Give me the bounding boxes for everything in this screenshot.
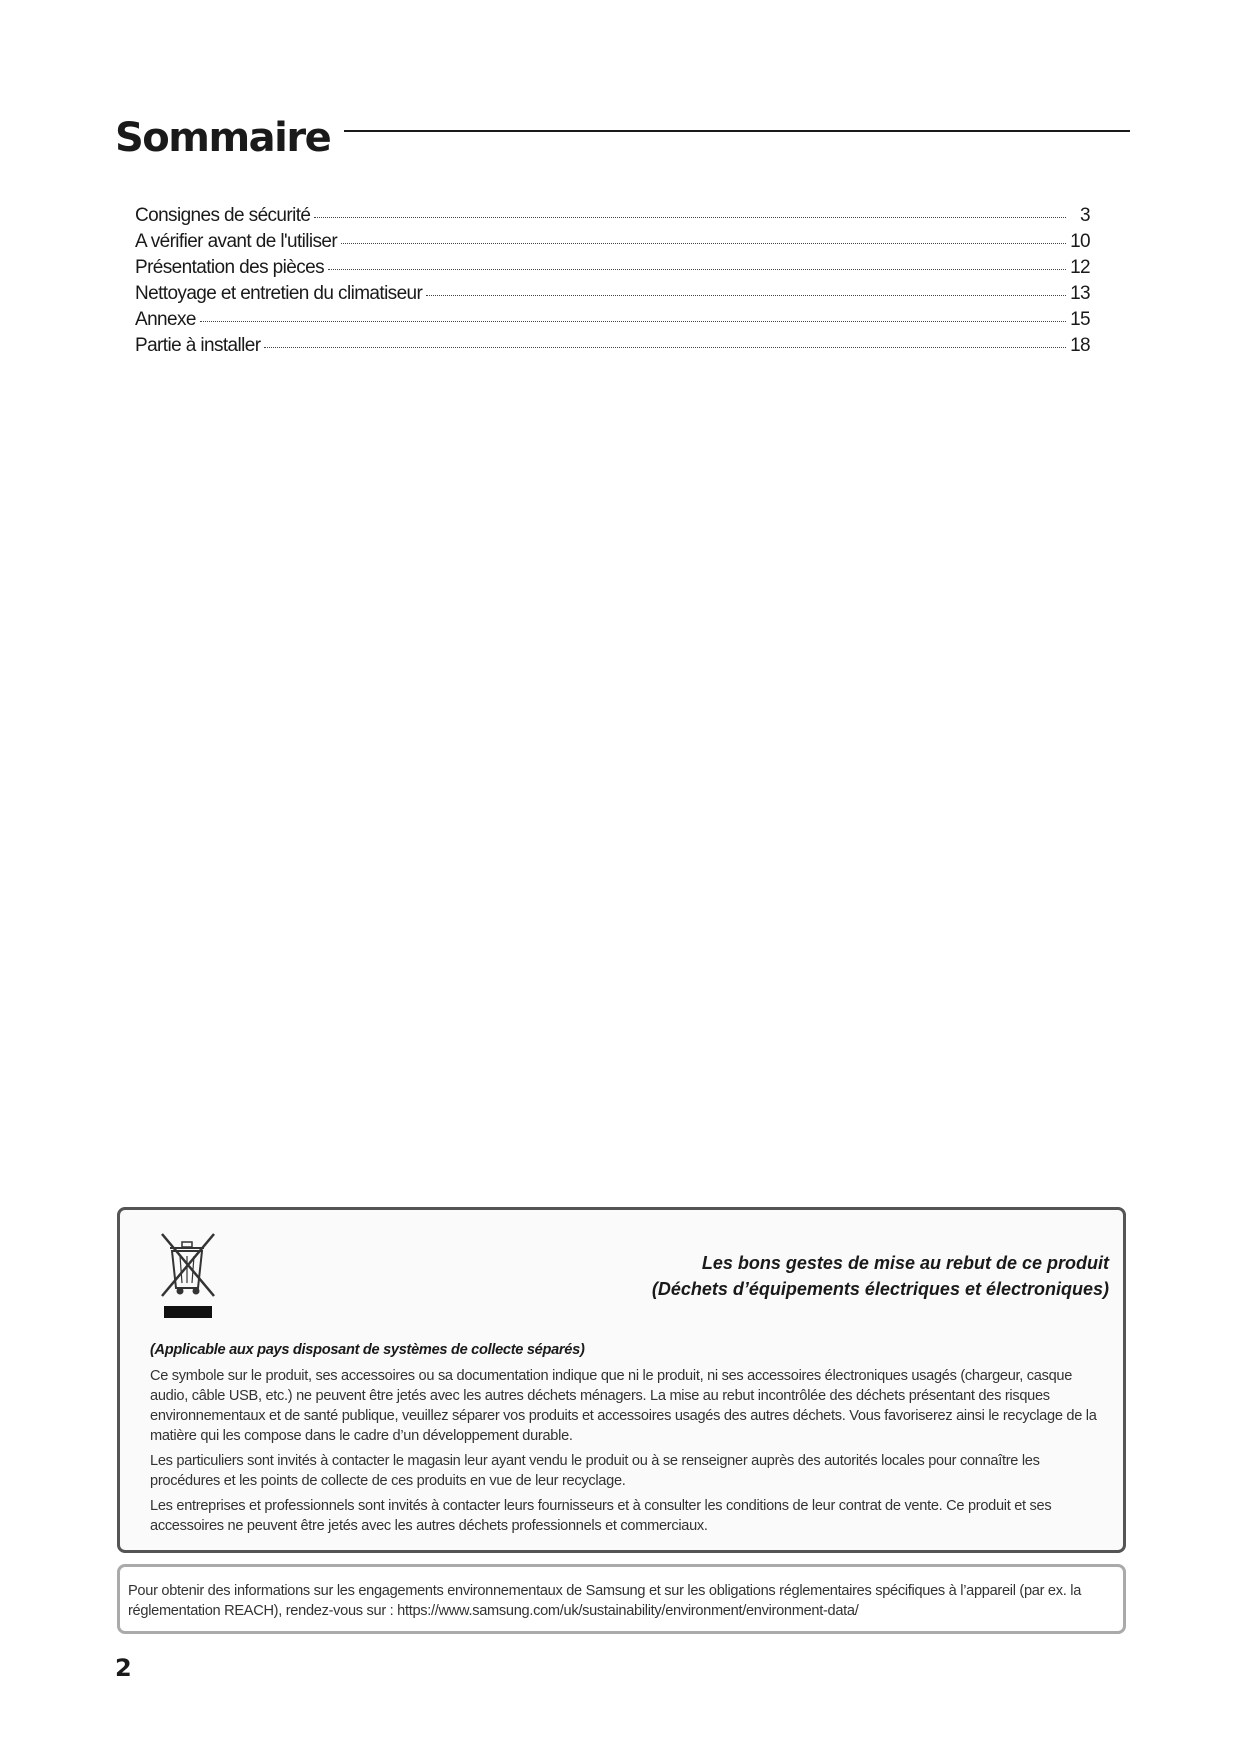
toc-item[interactable] [135,231,1090,257]
toc-item-label: Présentation des pièces [135,257,324,278]
toc-item-label: Annexe [135,309,196,330]
weee-paragraph: Ce symbole sur le produit, ses accessoires ou sa documentation indique que ni le produit, ni ses accessoires électroniques usagés (chargeur, casque audio, câble USB, etc.) ne peuvent être jetés avec les autres déchets ménagers. La mise au rebut incontrôlée des déchets présentant des risques environnementaux et de santé publique, veuillez séparer vos produits et accessoires usagés des autres déchets. Vous favoriserez ainsi le recyclage de la matière qui les compose dans le cadre d’un développement durable. [150,1368,1097,1444]
toc-item[interactable] [135,335,1090,361]
environment-info-box [117,1564,1126,1634]
weee-paragraph: Les particuliers sont invités à contacter le magasin leur ayant vendu le produit ou à se renseigner auprès des autorités locales pour connaître les procédures et les points de collecte de ces produits en vue de leur recyclage. [150,1453,1040,1489]
toc-item-label: A vérifier avant de l'utiliser [135,231,338,252]
toc-leader-dots [264,347,1066,348]
weee-subtitle: (Applicable aux pays disposant de systèmes de collecte séparés) [150,1342,585,1358]
toc-leader-dots [314,217,1066,218]
weee-disposal-box [117,1207,1126,1553]
toc-item-page: 3 [1080,205,1090,226]
toc-item-page: 15 [1070,309,1090,330]
title-rule [344,130,1130,132]
weee-paragraph: Les entreprises et professionnels sont invités à contacter leurs fournisseurs et à consulter les conditions de leur contrat de vente. Ce produit et ses accessoires ne peuvent être jetés avec les autres déchets professionnels et commerciaux. [150,1498,1052,1534]
weee-heading-line-1: Les bons gestes de mise au rebut de ce produit [701,1253,1109,1273]
toc-item-label: Nettoyage et entretien du climatiseur [135,283,423,304]
toc-leader-dots [341,243,1066,244]
crossed-out-wheelie-bin-icon [156,1230,220,1322]
page-number: 2 [115,1654,132,1682]
toc-item[interactable] [135,205,1090,231]
environment-info-text: Pour obtenir des informations sur les engagements environnementaux de Samsung et sur les obligations réglementaires spécifiques à l’appareil (par ex. la réglementation REACH), rendez-vous sur : https://www.samsung.com/uk/sustainability/environment/environment-data/ [128,1583,1082,1619]
page-title: Sommaire [115,115,331,161]
toc-item[interactable] [135,283,1090,309]
table-of-contents [135,205,1090,361]
toc-item[interactable] [135,257,1090,283]
toc-leader-dots [426,295,1066,296]
toc-item-label: Partie à installer [135,335,261,356]
toc-item[interactable] [135,309,1090,335]
toc-item-page: 18 [1070,335,1090,356]
toc-leader-dots [328,269,1066,270]
weee-heading [652,1250,1109,1302]
page-header [115,115,1130,161]
toc-item-page: 13 [1070,283,1090,304]
toc-item-page: 10 [1070,231,1090,252]
weee-body [150,1340,1109,1541]
weee-heading-line-2: (Déchets d’équipements électriques et électroniques) [651,1279,1109,1299]
toc-item-page: 12 [1070,257,1090,278]
toc-item-label: Consignes de sécurité [135,205,311,226]
toc-leader-dots [200,321,1066,322]
